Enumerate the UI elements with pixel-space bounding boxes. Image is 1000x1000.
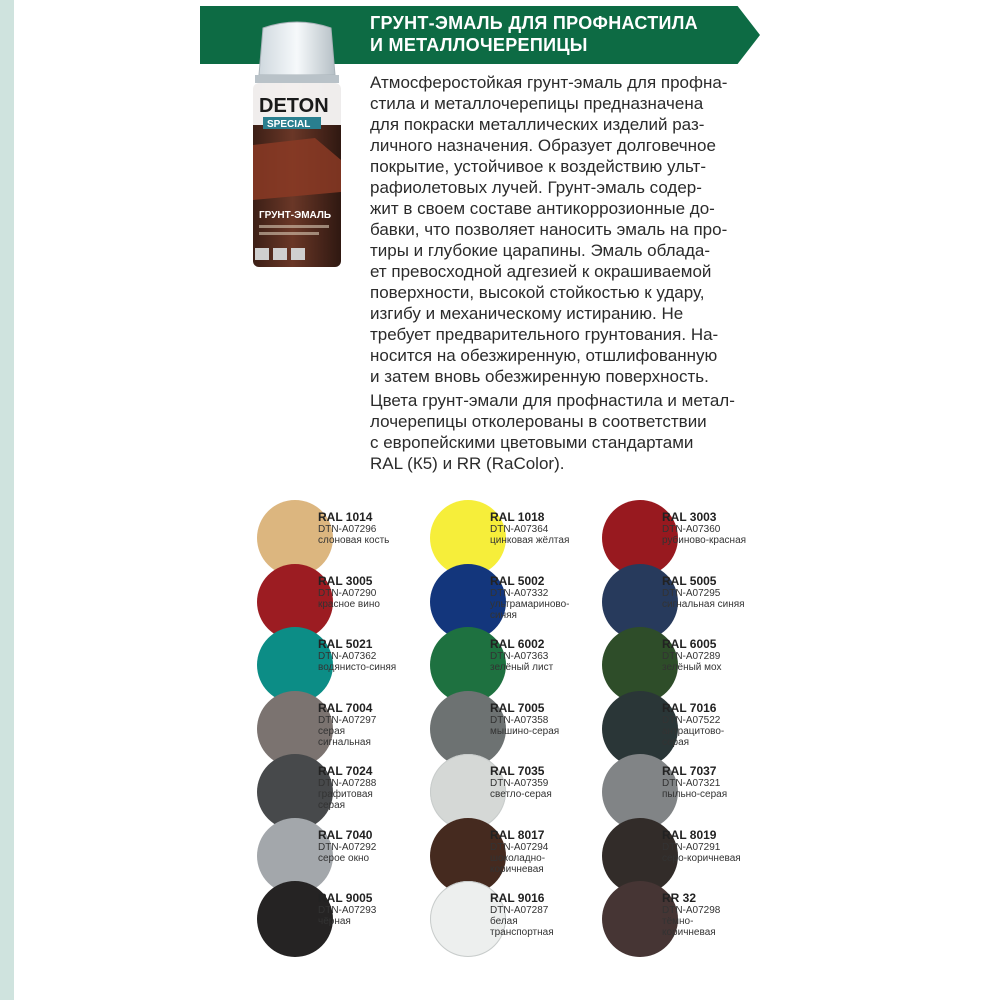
color-name: графитовая серая (318, 789, 373, 811)
color-name: светло-серая (490, 789, 552, 800)
color-swatch-label (662, 765, 812, 800)
color-name: чёрная (318, 916, 351, 927)
ral-code: RAL 6002 (490, 637, 545, 651)
article-number: DTN-A07363 (490, 651, 549, 662)
article-number: DTN-A07359 (490, 778, 549, 789)
article-number: DTN-A07292 (318, 841, 377, 853)
ral-code: RAL 5005 (662, 573, 717, 588)
color-swatch-label (662, 575, 812, 610)
color-name: зелёный лист (490, 662, 554, 673)
article-number: DTN-A07290 (318, 587, 377, 599)
color-name: слоновая кость (318, 535, 390, 546)
ral-code: RAL 7037 (662, 764, 717, 778)
color-swatch-label (662, 511, 812, 546)
color-name: мышино-серая (490, 725, 560, 737)
color-name: тёмно- коричневая (662, 916, 716, 938)
color-name: цинковая жёлтая (490, 535, 570, 546)
article-number: DTN-A07298 (662, 905, 721, 916)
side-strip (0, 0, 14, 1000)
color-swatch-label (662, 829, 812, 864)
color-name: серое окно (318, 852, 370, 864)
color-swatch-label (662, 892, 812, 938)
ral-code: RAL 8017 (490, 827, 545, 842)
ral-code: RAL 7040 (318, 827, 373, 842)
ral-code: RAL 1018 (490, 510, 545, 524)
article-number: DTN-A07522 (662, 714, 721, 726)
article-number: DTN-A07297 (318, 714, 377, 726)
can-line: SPECIAL (267, 119, 311, 130)
ral-code: RAL 9016 (490, 891, 545, 905)
color-name: рубиново-красная (662, 535, 747, 546)
color-name: водянисто-синяя (318, 662, 397, 673)
ral-code: RAL 1014 (318, 510, 373, 524)
can-product-name: ГРУНТ-ЭМАЛЬ (259, 210, 332, 221)
color-swatch-label (662, 702, 812, 748)
color-name: белая транспортная (490, 916, 554, 938)
ral-code: RAL 5021 (318, 637, 373, 651)
ral-code: RAL 9005 (318, 891, 373, 905)
color-name: пыльно-серая (662, 789, 728, 800)
article-number: DTN-A07291 (662, 841, 721, 853)
article-number: DTN-A07295 (662, 587, 721, 599)
article-number: DTN-A07360 (662, 524, 721, 535)
color-name: шоколадно- коричневая (490, 852, 546, 875)
spray-can-image (245, 20, 350, 275)
article-number: DTN-A07287 (490, 905, 549, 916)
ral-code: RAL 7016 (662, 700, 717, 715)
article-number: DTN-A07289 (662, 651, 721, 662)
color-name: красное вино (318, 598, 380, 610)
ral-code: RAL 6005 (662, 637, 717, 651)
ral-code: RAL 8019 (662, 827, 717, 842)
article-number: DTN-A07293 (318, 905, 377, 916)
ral-code: RAL 7024 (318, 764, 373, 778)
description-paragraph-2: Цвета грунт-эмали для профнастила и метал- лочерепицы отколерованы в соответствии с европейскими цветовыми стандартами RAL (К5) и RR (RaColor). (370, 391, 735, 473)
ral-code: RAL 7035 (490, 764, 545, 778)
ral-code: RAL 3005 (318, 573, 373, 588)
ral-code: RAL 7005 (490, 700, 545, 715)
article-number: DTN-A07321 (662, 778, 721, 789)
description-paragraph-1: Атмосферостойкая грунт-эмаль для профна- стила и металлочерепицы предназначена для покраски металлических изделий раз- личного назначения. Образует долговечное покрытие, устойчивое к воздействию ульт- рафиолетовых лучей. Грунт-эмаль содер- жит в своем составе антикоррозионные до- бавки, что позволяет наносить эмаль на про- тиры и глубокие царапины. Эмаль облада- ет превосходной адгезией к окрашиваемой поверхности, высокой стойкостью к удару, изгибу и механическому истиранию. Не требует предварительного грунтования. На- носится на обезжиренную, отшлифованную и затем вновь обезжиренную поверхность. (370, 73, 728, 386)
article-number: DTN-A07358 (490, 714, 549, 726)
ral-code: RAL 3003 (662, 510, 717, 524)
color-name: серая сигнальная (318, 725, 371, 748)
can-brand: DETON (259, 95, 329, 117)
ral-code: RR 32 (662, 891, 697, 905)
color-name: сигнальная синяя (662, 598, 745, 610)
article-number: DTN-A07288 (318, 778, 377, 789)
ral-code: RAL 7004 (318, 700, 373, 715)
color-name: ультрамариново- синяя (490, 598, 570, 621)
ral-code: RAL 5002 (490, 573, 545, 588)
article-number: DTN-A07294 (490, 841, 549, 853)
article-number: DTN-A07296 (318, 524, 377, 535)
article-number: DTN-A07364 (490, 524, 549, 535)
color-swatch-label (662, 638, 812, 673)
color-name: зелёный мох (662, 662, 722, 673)
color-name: антрацитово- серая (662, 725, 725, 748)
article-number: DTN-A07362 (318, 651, 377, 662)
color-name: серо-коричневая (662, 852, 741, 864)
article-number: DTN-A07332 (490, 587, 549, 599)
page-title: ГРУНТ-ЭМАЛЬ ДЛЯ ПРОФНАСТИЛА И МЕТАЛЛОЧЕРЕПИЦЫ (370, 13, 698, 55)
